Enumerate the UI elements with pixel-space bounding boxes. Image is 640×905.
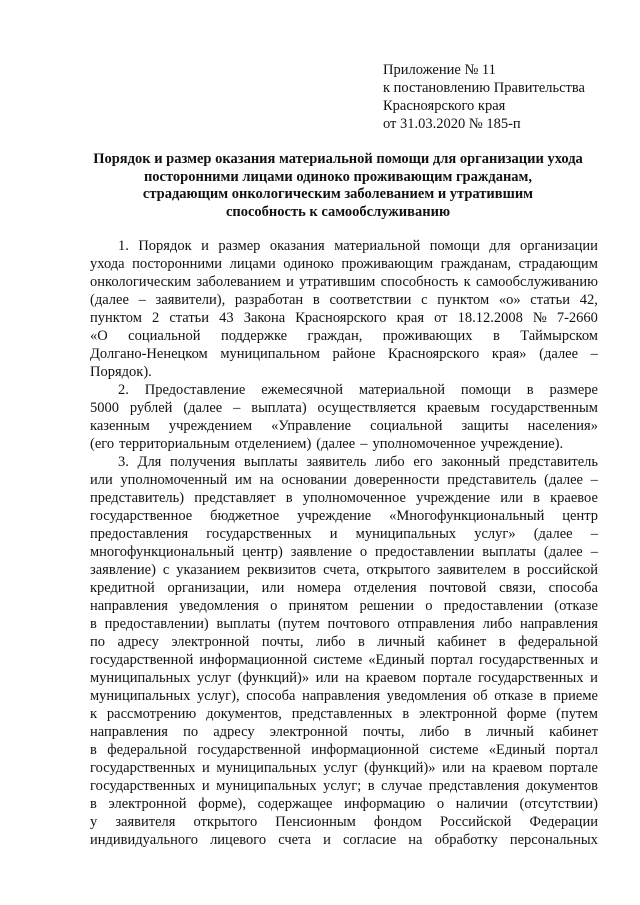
body-line: казенным учреждением «Управление социальной защиты населения» [90,418,598,434]
body-line: пунктом 2 статьи 43 Закона Красноярского края от 18.12.2008 № 7-2660 [90,310,598,326]
document-title [78,151,598,221]
body-line: государственных и муниципальных услуг; в случае представления документов [90,778,598,794]
body-line: государственной информационной системе «Единый портал государственных и [90,652,598,668]
body-line: представитель) представляет в уполномоченное учреждение или в краевое [90,490,598,506]
appendix-line: к постановлению Правительства [383,80,585,96]
title-line: страдающим онкологическим заболеванием и утратившим [142,186,534,202]
body-line: Порядок). [90,364,152,380]
body-line: по адресу электронной почты, либо в личный кабинет в федеральной [90,634,598,650]
body-line: заявление) с указанием реквизитов счета, открытого заявителем в российской [90,562,598,578]
body-line: предоставления государственных и муниципальных услуг» (далее – [90,526,598,542]
body-line: индивидуального лицевого счета и согласие на обработку персональных [90,832,598,848]
document-body [90,237,598,849]
body-line: у заявителя открытого Пенсионным фондом Российской Федерации [90,814,598,830]
title-line: Порядок и размер оказания материальной помощи для организации ухода [93,151,583,167]
appendix-line: от 31.03.2020 № 185-п [383,116,521,132]
title-line: посторонними лицами одиноко проживающим гражданам, [143,168,533,185]
body-line: муниципальных услуг), способа направления уведомления об отказе в приеме [90,688,598,704]
body-line: 5000 рублей (далее – выплата) осуществляется краевым государственным [90,400,598,416]
appendix-header [383,61,623,133]
body-line: многофункциональный центр) заявление о предоставлении выплаты (далее – [90,544,598,560]
body-line: в электронной форме), содержащее информацию о наличии (отсутствии) [90,796,598,812]
body-line: «О социальной поддержке граждан, проживающих в Таймырском [90,328,598,344]
body-line: кредитной организации, или номера отделения почтовой связи, способа [90,580,598,596]
body-line: в предоставлении) выплаты (путем почтового отправления либо направления [90,616,598,632]
body-line: или уполномоченный им на основании доверенности представитель (далее – [90,472,598,488]
body-line: (его территориальным отделением) (далее – уполномоченное учреждение). [90,436,564,452]
body-line: направления по адресу электронной почты, либо в личный кабинет [90,724,598,740]
body-line: к рассмотрению документов, представленных в электронной форме (путем [90,706,598,722]
body-line: ухода посторонними лицами одиноко проживающим гражданам, страдающим [90,256,598,272]
appendix-line: Приложение № 11 [383,62,496,78]
body-line: направления уведомления о принятом решении о предоставлении (отказе [90,598,598,614]
body-line: (далее – заявители), разработан в соответствии с пунктом «о» статьи 42, [90,292,598,308]
body-line: Долгано-Ненецком муниципальном районе Красноярского края» (далее – [90,346,598,362]
title-line: способность к самообслуживанию [225,203,451,220]
appendix-line: Красноярского края [383,98,506,114]
body-line: в федеральной государственной информационной системе «Единый портал [90,742,598,758]
body-line: муниципальных услуг (функций)» или на краевом портале государственных и [90,670,598,686]
body-line: онкологическим заболеванием и утратившим способность к самообслуживанию [90,274,598,290]
body-line: 1. Порядок и размер оказания материальной помощи для организации [118,238,598,254]
body-line: 3. Для получения выплаты заявитель либо его законный представитель [118,454,598,470]
body-line: государственных и муниципальных услуг (функций)» или на краевом портале [90,760,598,776]
body-line: 2. Предоставление ежемесячной материальной помощи в размере [118,382,598,398]
body-line: государственное бюджетное учреждение «Многофункциональный центр [90,508,598,524]
